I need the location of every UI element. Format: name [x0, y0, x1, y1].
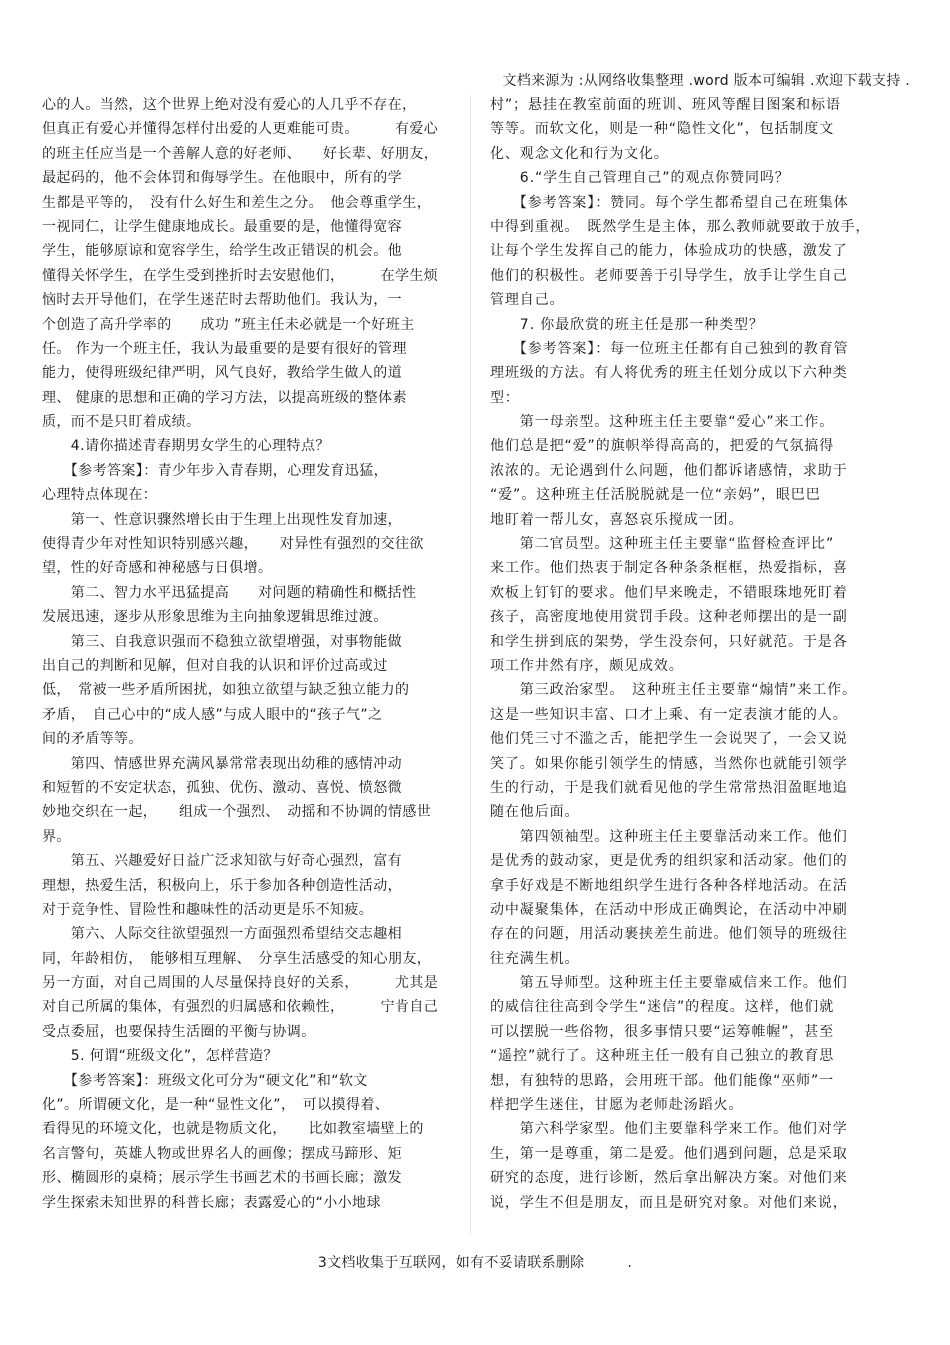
text-line: 【参考答案】：青少年步入青春期，心理发育迅猛， [42, 462, 388, 479]
text-line: 同，年龄相仿， 能够相互理解、 分享生活感受的知心朋友， [42, 950, 432, 967]
text-line: 生，第一是尊重，第二是爱。他们遇到问题，总是采取 [490, 1145, 848, 1162]
text-line: 地盯着一帮儿女，喜怒哀乐搅成一团。 [490, 511, 744, 528]
text-line: 另一方面，对自己周围的人尽量保持良好的关系， 尤其是 [42, 975, 439, 992]
text-line: 对自己所属的集体，有强烈的归属感和依赖性， 宁肯自己 [42, 999, 439, 1016]
text-line: “爱”。这种班主任活脱脱就是一位“亲妈”，眼巴巴 [490, 487, 821, 504]
text-line: 最起码的，他不会体罚和侮辱学生。在他眼中，所有的学 [42, 170, 402, 187]
text-line: 样把学生迷住，甘愿为老师赴汤蹈火。 [490, 1097, 744, 1114]
text-line: 出自己的判断和见解，但对自我的认识和评价过高或过 [42, 657, 388, 674]
text-line: 5. 何谓“班级文化”，怎样营造？ [42, 1048, 278, 1065]
text-line: 低， 常被一些矛盾所困扰，如独立欲望与缺乏独立能力的 [42, 682, 410, 699]
text-line: 动中凝聚集体，在活动中形成正确舆论，在活动中冲刷 [490, 901, 848, 918]
text-line: 这是一些知识丰富、口才上乘、有一定表演才能的人。 [490, 706, 848, 723]
text-line: 任。 作为一个班主任，我认为最重要的是要有很好的管理 [42, 340, 407, 357]
text-line: 型： [490, 389, 520, 406]
text-line: 第二、智力水平迅猛提高 对问题的精确性和概括性 [42, 584, 417, 601]
page-footer: 3文档收集于互联网，如有不妥请联系删除 . [317, 1255, 633, 1271]
text-line: 界。 [42, 828, 71, 845]
text-line: 可以摆脱一些俗物，很多事情只要“运筹帷幄”，甚至 [490, 1023, 835, 1040]
text-line: 第三政治家型。 这种班主任主要靠“煽情”来工作。 [490, 682, 857, 699]
text-line: 名言警句，英雄人物或世界名人的画像；摆成马蹄形、矩 [42, 1145, 402, 1162]
source-note: 文档来源为 :从网络收集整理 .word 版本可编辑 .欢迎下载支持 . [502, 73, 910, 89]
text-line: 【参考答案】：班级文化可分为“硬文化”和“软文 [42, 1072, 368, 1089]
text-line: 说，学生不但是朋友，而且是研究对象。对他们来说， [490, 1194, 848, 1211]
text-line: 间的矛盾等等。 [42, 731, 143, 748]
text-line: 质，而不是只盯着成绩。 [42, 414, 201, 431]
text-line: 第一母亲型。这种班主任主要靠“爱心”来工作。 [490, 414, 835, 431]
text-line: 理、 健康的思想和正确的学习方法，以提高班级的整体素 [42, 389, 407, 406]
text-line: 懂得关怀学生，在学生受到挫折时去安慰他们， 在学生烦 [42, 267, 439, 284]
text-line: 7. 你最欣赏的班主任是那一种类型？ [490, 316, 764, 333]
text-line: 和学生拼到底的架势，学生没奈何，只好就范。于是各 [490, 633, 848, 650]
text-line: 的班主任应当是一个善解人意的好老师、 好长辈、好朋友， [42, 145, 439, 162]
text-line: 是优秀的鼓动家，更是优秀的组织家和活动家。他们的 [490, 853, 848, 870]
text-line: 个创造了高升学率的 成功 ”班主任未必就是一个好班主 [42, 316, 415, 333]
text-line: “遥控”就行了。这种班主任一般有自己独立的教育思 [490, 1048, 835, 1065]
text-line: 矛盾， 自己心中的“成人感”与成人眼中的“孩子气”之 [42, 706, 383, 723]
text-line: 往充满生机。 [490, 950, 580, 967]
text-line: 和短暂的不安定状态，孤独、优伤、激动、喜悦、愤怒微 [42, 779, 402, 796]
text-line: 中得到重视。 既然学生是主体，那么教师就要敢于放手， [490, 218, 871, 235]
text-line: 研究的态度，进行诊断，然后拿出解决方案。对他们来 [490, 1170, 848, 1187]
text-line: 来工作。他们热衷于制定各种条条框框，热爱指标，喜 [490, 560, 848, 577]
text-line: 6.“学生自己管理自己”的观点你赞同吗？ [490, 170, 790, 187]
text-line: 妙地交织在一起， 组成一个强烈、 动摇和不协调的情感世 [42, 804, 432, 821]
text-line: 恼时去开导他们，在学生迷茫时去帮助他们。我认为，一 [42, 292, 402, 309]
text-line: 对于竞争性、冒险性和趣味性的活动更是乐不知疲。 [42, 901, 374, 918]
text-line: 想，有独特的思路，会用班干部。他们能像“巫师”一 [490, 1072, 835, 1089]
text-line: 第三、自我意识强而不稳独立欲望增强，对事物能做 [42, 633, 402, 650]
text-line: 他们总是把“爱”的旗帜举得高高的，把爱的气氛搞得 [490, 438, 835, 455]
text-line: 【参考答案】：赞同。每个学生都希望自己在班集体 [490, 194, 849, 211]
text-line: 望，性的好奇感和神秘感与日俱增。 [42, 560, 273, 577]
text-line: 使得青少年对性知识特别感兴趣， 对异性有强烈的交往欲 [42, 536, 424, 553]
text-line: 心的人。当然，这个世界上绝对没有爱心的人几乎不存在， [42, 97, 417, 113]
text-line: 第五导师型。这种班主任主要靠威信来工作。他们 [490, 975, 848, 992]
text-line: 第六、人际交往欲望强烈一方面强烈希望结交志趣相 [42, 926, 402, 943]
text-line: 随在他后面。 [490, 804, 580, 821]
text-line: 形、椭圆形的桌椅；展示学生书画艺术的书画长廊；激发 [42, 1170, 402, 1187]
text-line: 理班级的方法。有人将优秀的班主任划分成以下六种类 [490, 365, 848, 382]
right-column [490, 93, 880, 1215]
text-line: 浓浓的。无论遇到什么问题，他们都诉诸感情，求助于 [490, 462, 848, 479]
text-line: 笑了。如果你能引领学生的情感，当然你也就能引领学 [490, 755, 848, 772]
text-line: 心理特点体现在： [42, 487, 158, 504]
text-line: 他们的积极性。老师要善于引导学生，放手让学生自己 [490, 267, 848, 284]
text-line: 存在的问题，用活动裹挟差生前进。他们领导的班级往 [490, 926, 848, 943]
text-line: 孩子，高密度地使用赏罚手段。这种老师摆出的是一副 [490, 609, 848, 626]
text-line: 学生探索未知世界的科普长廊；表露爱心的“小小地球 [42, 1194, 381, 1211]
text-line: 拿手好戏是不断地组织学生进行各种各样地活动。在活 [490, 877, 848, 894]
left-column [42, 93, 454, 1215]
text-line: 欢板上钉钉的要求。他们早来晚走，不错眼珠地死盯着 [490, 584, 848, 601]
text-line: 第五、兴趣爱好日益广泛求知欲与好奇心强烈，富有 [42, 853, 402, 870]
text-line: 理想，热爱生活，积极向上，乐于参加各种创造性活动， [42, 877, 402, 894]
text-line: 等等。而软文化，则是一种“隐性文化”，包括制度文 [490, 121, 835, 138]
text-line: 受点委屈，也要保持生活圈的平衡与协调。 [42, 1023, 316, 1040]
column-divider [470, 95, 471, 1235]
text-line: 第一、性意识骤然增长由于生理上出现性发育加速， [42, 511, 402, 528]
text-line: 学生，能够原谅和宽容学生，给学生改正错误的机会。他 [42, 243, 402, 260]
text-line: 生都是平等的， 没有什么好生和差生之分。 他会尊重学生， [42, 194, 432, 211]
text-line: 管理自己。 [490, 292, 565, 309]
text-line: 第六科学家型。他们主要靠科学来工作。他们对学 [490, 1121, 848, 1138]
text-line: 但真正有爱心并懂得怎样付出爱的人更难能可贵。 有爱心 [42, 121, 439, 138]
text-line: 一视同仁，让学生健康地成长。最重要的是，他懂得宽容 [42, 218, 402, 235]
text-line: 村”；悬挂在教室前面的班训、班风等醒目图案和标语 [490, 97, 841, 113]
text-line: 看得见的环境文化，也就是物质文化， 比如教室墙壁上的 [42, 1121, 424, 1138]
text-line: 第二官员型。这种班主任主要靠“监督检查评比” [490, 536, 835, 553]
text-line: 的威信往往高到令学生“迷信”的程度。这样，他们就 [490, 999, 835, 1016]
text-line: 【参考答案】：每一位班主任都有自己独到的教育管 [490, 340, 849, 357]
text-line: 4.请你描述青春期男女学生的心理特点？ [42, 438, 330, 455]
text-line: 他们凭三寸不滥之舌，能把学生一会说哭了，一会又说 [490, 731, 848, 748]
text-line: 发展迅速，逐步从形象思维为主向抽象逻辑思维过渡。 [42, 609, 388, 626]
text-line: 化”。所谓硬文化，是一种“显性文化”， 可以摸得着、 [42, 1097, 390, 1114]
text-line: 能力，使得班级纪律严明，风气良好，教给学生做人的道 [42, 365, 402, 382]
text-line: 第四领袖型。这种班主任主要靠活动来工作。他们 [490, 828, 848, 845]
text-line: 第四、情感世界充满风暴常常表现出幼稚的感情冲动 [42, 755, 402, 772]
text-line: 生的行动，于是我们就看见他的学生常常热泪盈眶地追 [490, 779, 848, 796]
text-line: 让每个学生发挥自己的能力，体验成功的快感，激发了 [490, 243, 848, 260]
text-line: 项工作井然有序，颇见成效。 [490, 657, 684, 674]
text-line: 化、观念文化和行为文化。 [490, 145, 669, 162]
